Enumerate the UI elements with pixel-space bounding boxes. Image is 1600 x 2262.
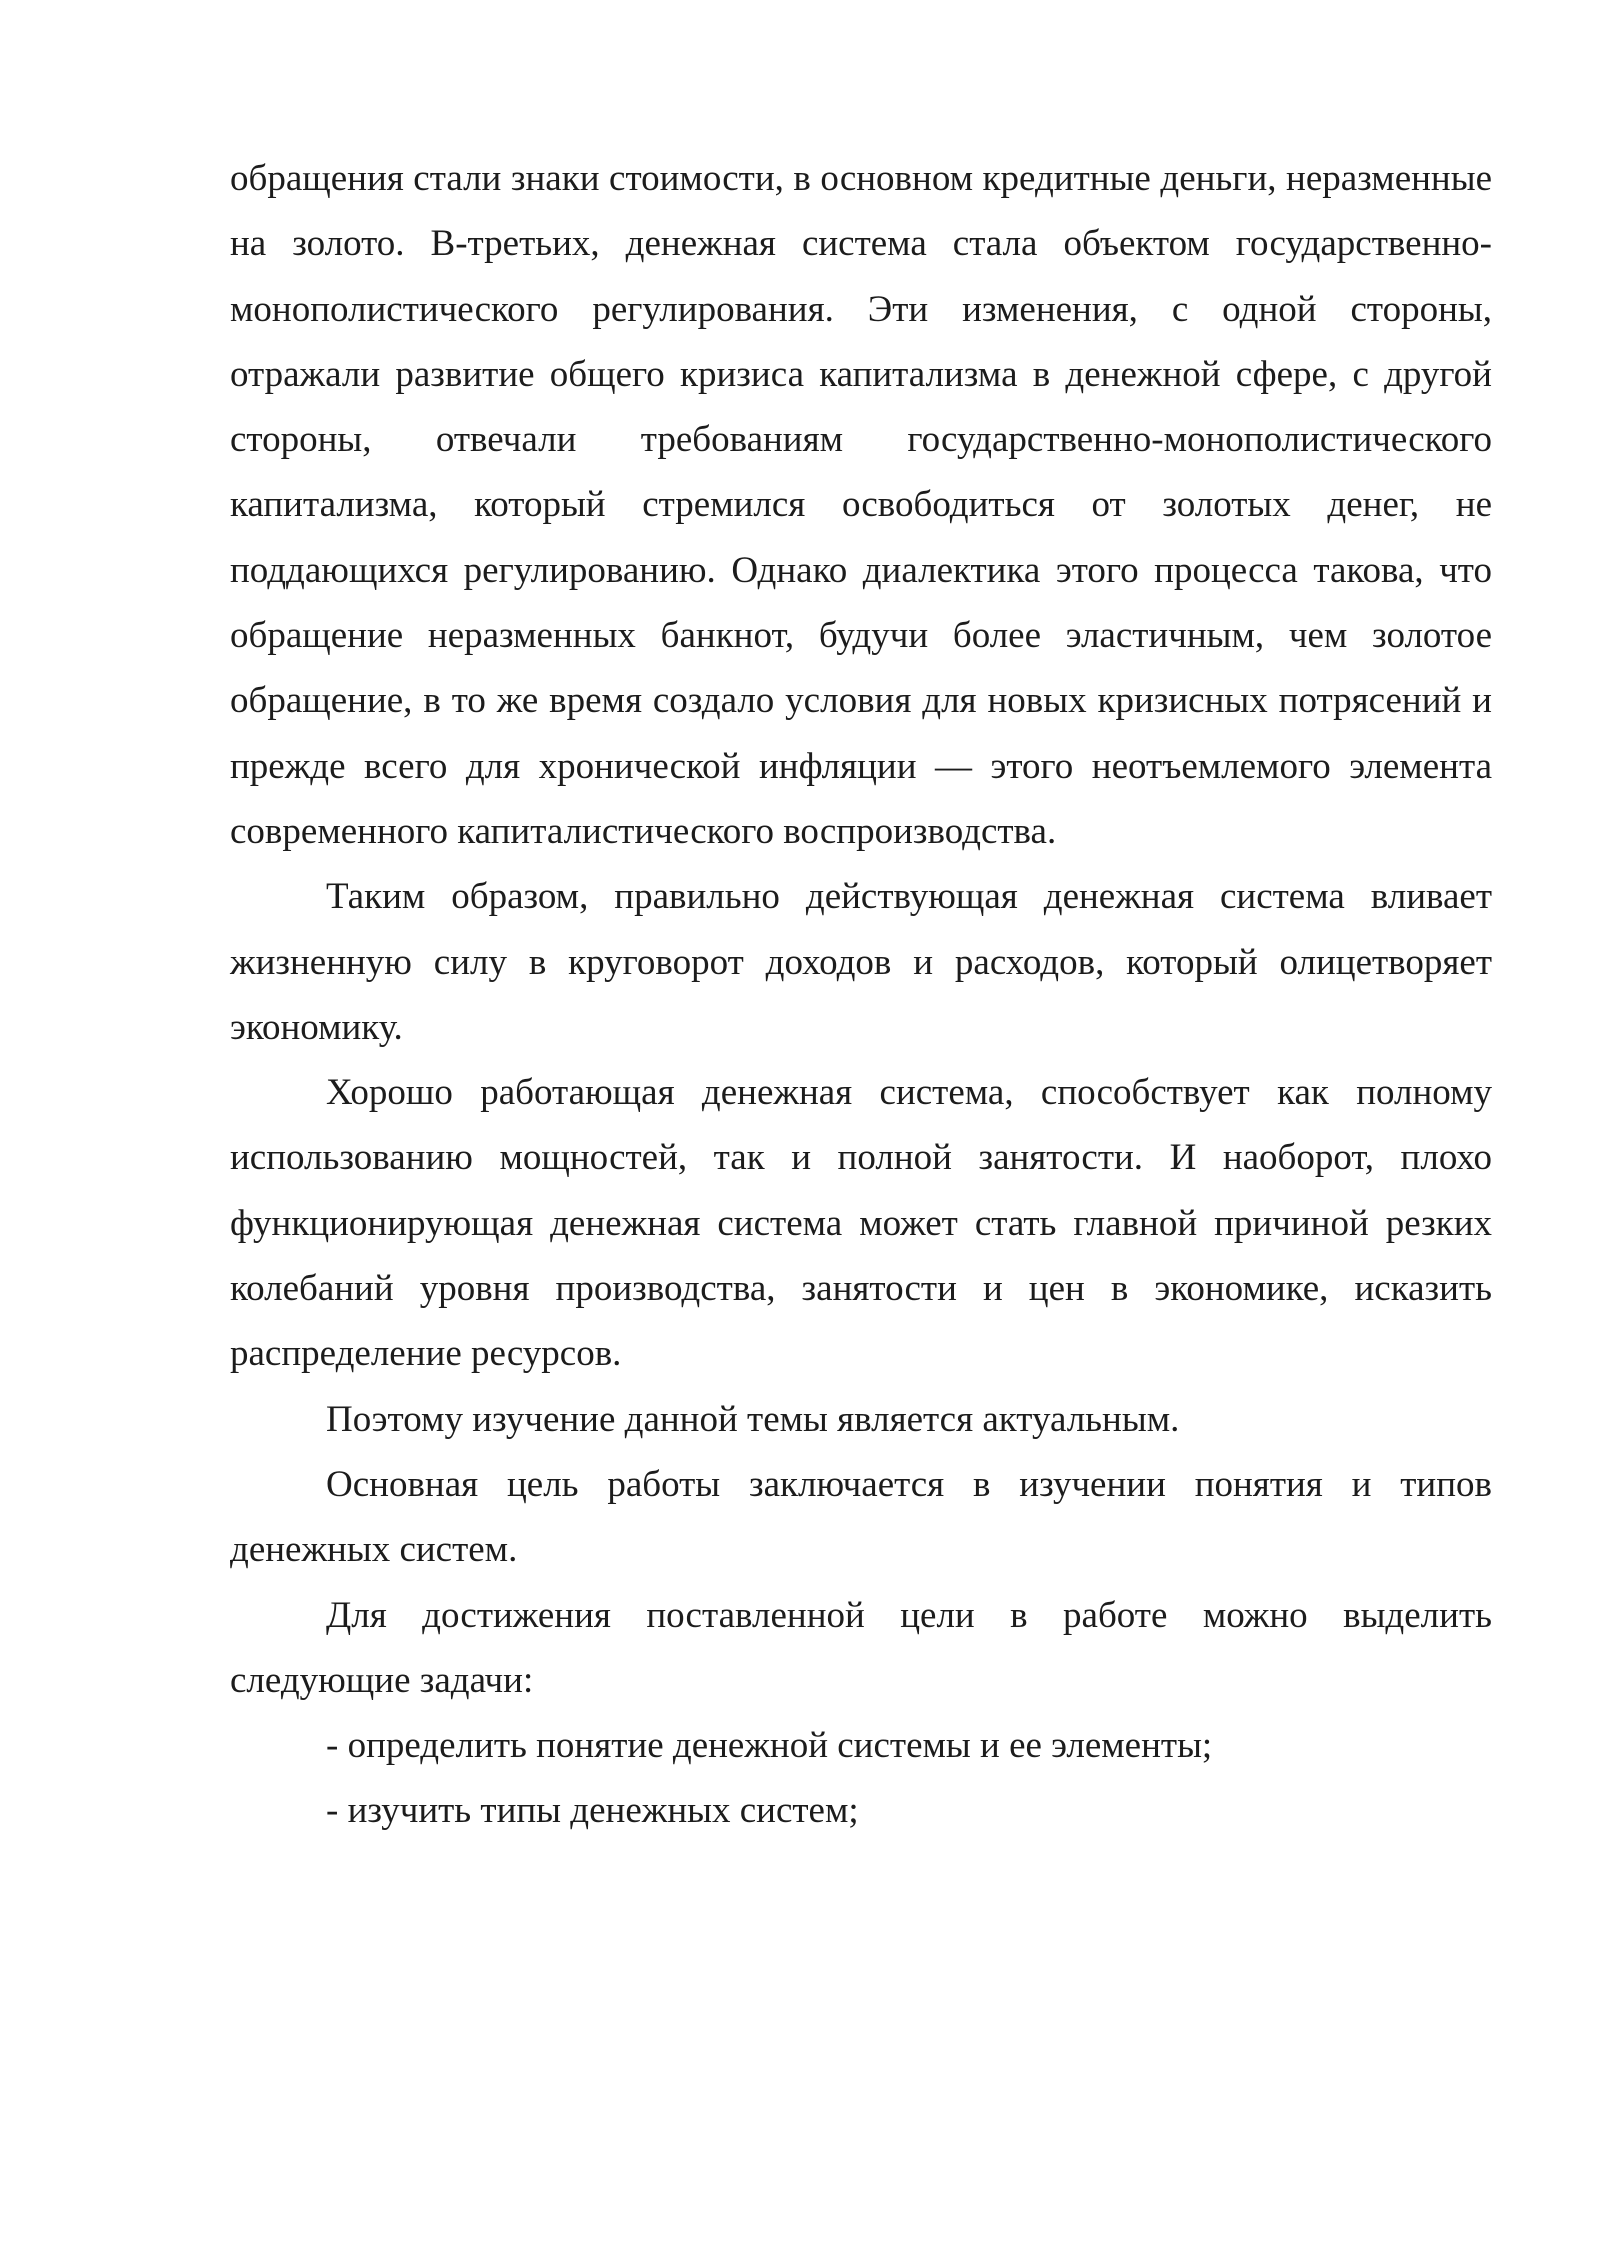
paragraph-conclusion: Таким образом, правильно действующая денежная система вливает жизненную силу в круговорот доходов и расходов, который олицетворяет экономику. (230, 876, 1492, 1048)
paragraph-monetary-system-role: Хорошо работающая денежная система, способствует как полному использованию мощностей, так и полной занятости. И наоборот, плохо функционирующая денежная система может стать главной причиной резких колебаний уровня производства, занятости и цен в экономике, исказить распределение ресурсов. (230, 1072, 1492, 1375)
paragraph-continuation: обращения стали знаки стоимости, в основном кредитные деньги, неразменные на золото. В-третьих, денежная система стала объектом государственно-монополистического регулирования. Эти изменения, с одной стороны, отражали развитие общего кризиса капитализма в денежной сфере, с другой стороны, отвечали требованиям государственно-монополистического капитализма, который стремился освободиться от золотых денег, не поддающихся регулированию. Однако диалектика этого процесса такова, что обращение неразменных банкнот, будучи более эластичным, чем золотое обращение, в то же время создало условия для новых кризисных потрясений и прежде всего для хронической инфляции — этого неотъемлемого элемента современного капиталистического воспроизводства. (230, 158, 1492, 852)
paragraph-goal: Основная цель работы заключается в изучении понятия и типов денежных систем. (230, 1463, 1492, 1571)
task-list-item: - определить понятие денежной системы и ее элементы; (326, 1725, 1213, 1767)
body-text (230, 146, 1492, 1844)
paragraph-tasks-intro: Для достижения поставленной цели в работе можно выделить следующие задачи: (230, 1594, 1492, 1701)
task-list-item: - изучить типы денежных систем; (326, 1790, 859, 1832)
paragraph-relevance: Поэтому изучение данной темы является актуальным. (326, 1398, 1180, 1440)
